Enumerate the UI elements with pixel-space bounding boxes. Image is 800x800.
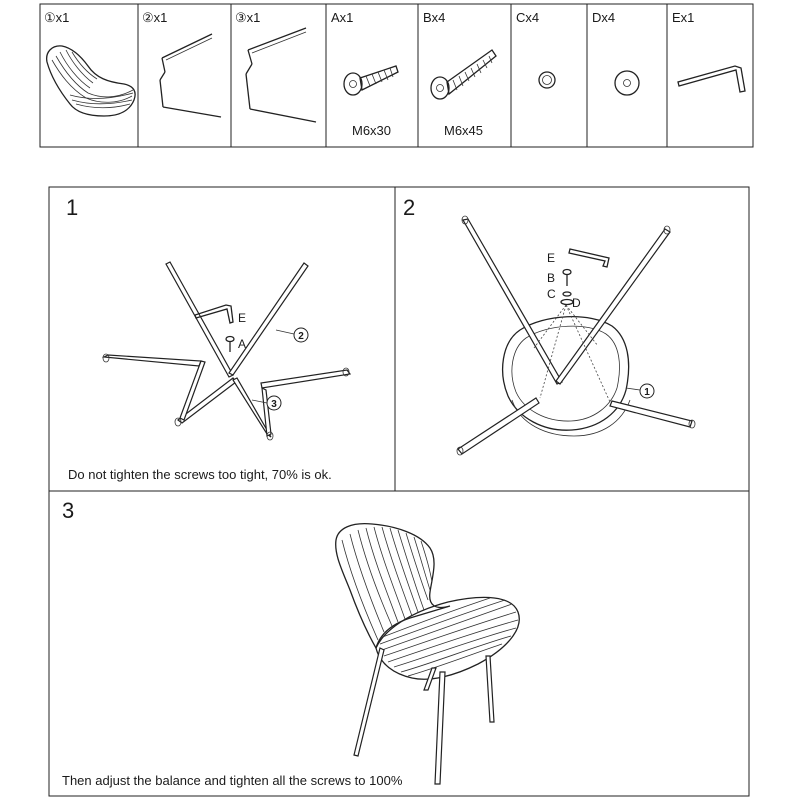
step-3-assembled-chair xyxy=(336,524,520,784)
step-3-note: Then adjust the balance and tighten all the screws to 100% xyxy=(62,773,403,788)
step-2-legs xyxy=(457,216,695,455)
step-2-panel xyxy=(403,195,695,455)
step-1-callout-e: E xyxy=(238,311,247,325)
step-1-callout-a: A xyxy=(238,337,247,351)
step-3-number: 3 xyxy=(62,498,75,523)
step-1-callout-2: 2 xyxy=(298,331,304,342)
step-1-leg-frame-2 xyxy=(103,262,350,388)
step-2-callout-c: C xyxy=(547,287,556,301)
step-2-number: 2 xyxy=(403,195,416,220)
step-2-allen-key-icon xyxy=(569,249,609,267)
parts-table xyxy=(40,4,753,147)
step-2-screw-b-icon xyxy=(563,270,571,287)
step-2-washer-c-icon xyxy=(563,292,571,296)
step-3-panel xyxy=(62,498,519,788)
part-label-screw-b: Bx4 xyxy=(423,10,446,25)
screw-b-size: M6x45 xyxy=(444,123,484,138)
step-2-seat-underside xyxy=(503,317,630,436)
step-2-callout-d: D xyxy=(572,296,581,310)
step-1-panel xyxy=(66,195,350,482)
part-label-leg-frame-3: ③x1 xyxy=(235,10,261,25)
parts-table-border xyxy=(40,4,753,147)
part-label-washer-d: Dx4 xyxy=(592,10,616,25)
part-label-leg-frame-2: ②x1 xyxy=(142,10,168,25)
screw-a-size: M6x30 xyxy=(352,123,392,138)
step-2-callout-b: B xyxy=(547,271,556,285)
step-1-callout-3: 3 xyxy=(271,399,277,410)
part-label-seat: ①x1 xyxy=(44,10,70,25)
part-label-allen-key: Ex1 xyxy=(672,10,695,25)
step-1-screw-a-icon xyxy=(226,337,234,353)
steps-frame xyxy=(49,187,749,796)
step-1-number: 1 xyxy=(66,195,79,220)
step-2-callout-1: 1 xyxy=(644,387,650,398)
step-1-leg-frame-3 xyxy=(175,361,273,440)
step-1-note: Do not tighten the screws too tight, 70% is ok. xyxy=(68,467,332,482)
part-label-screw-a: Ax1 xyxy=(331,10,354,25)
part-label-washer-c: Cx4 xyxy=(516,10,540,25)
step-2-callout-e: E xyxy=(547,251,556,265)
